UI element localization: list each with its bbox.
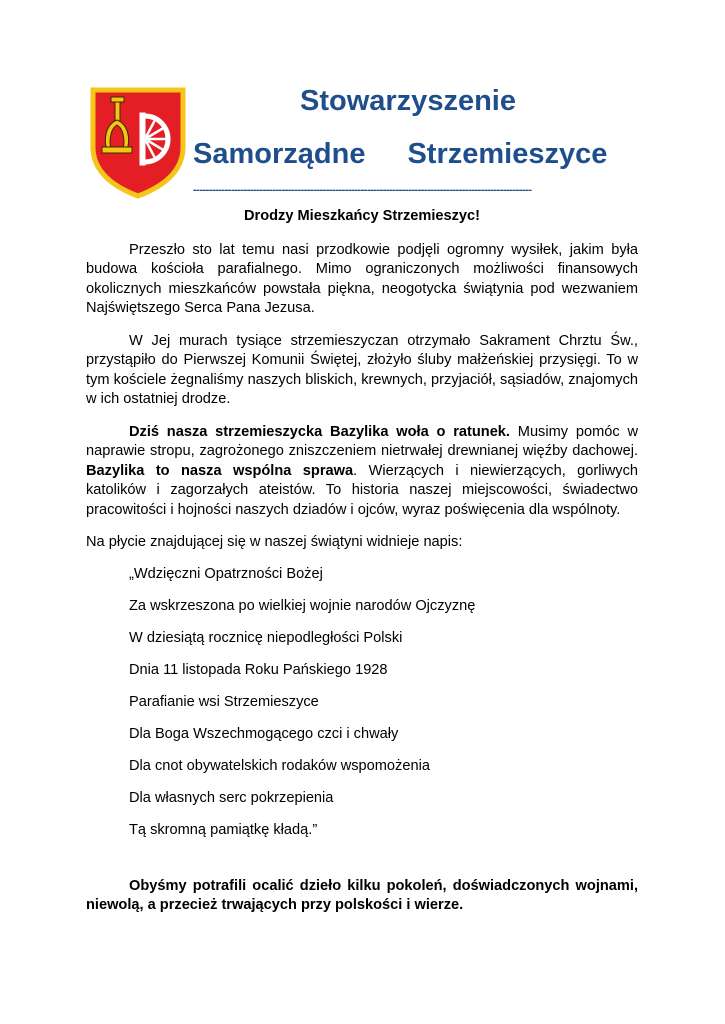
inscription-line: W dziesiątą rocznicę niepodległości Polski <box>129 629 403 646</box>
coat-of-arms <box>90 87 186 199</box>
appeal-bold-common-cause: Bazylika to nasza wspólna sprawa <box>86 462 354 479</box>
paragraph-inscription-intro: Na płycie znajdującej się w naszej świątyni widnieje napis: <box>86 534 463 550</box>
inscription-line: Za wskrzeszona po wielkiej wojnie narodów Ojczyznę <box>129 597 476 614</box>
letter-greeting: Drodzy Mieszkańcy Strzemieszyc! <box>243 208 481 224</box>
appeal-text-2: . Wierzących i niewierzących, gorliwych katolików i zagorzałych ateistów. To historia naszej miejscowości, świadectwo pracowitości i hojności naszych dziadów i ojców, wyraz poświęcenia dla wspólnoty. <box>86 462 639 518</box>
coat-of-arms-icon <box>90 87 186 199</box>
letter-body <box>86 207 638 916</box>
closing-statement: Obyśmy potrafili ocalić dzieło kilku pokoleń, doświadczonych wojnami, niewolą, a przecież trwających przy polskości i wierze. <box>86 877 638 913</box>
inscription-line: Dla Boga Wszechmogącego czci i chwały <box>129 725 399 742</box>
paragraph-appeal <box>86 423 638 521</box>
inscription-line: Dla cnot obywatelskich rodaków wspomożenia <box>129 757 430 774</box>
appeal-text-1: Musimy pomóc w naprawie stropu, zagrożonego zniszczeniem nietrwałej drewnianej więźby dachowej. <box>86 423 638 459</box>
inscription-line: Parafianie wsi Strzemieszyce <box>129 693 319 710</box>
appeal-bold-heading: Dziś nasza strzemieszycka Bazylika woła o ratunek. <box>129 423 510 440</box>
inscription-line: Dnia 11 listopada Roku Pańskiego 1928 <box>129 661 388 678</box>
inscription-line: „Wdzięczni Opatrzności Bożej <box>129 565 323 582</box>
title-word-strzemieszyce: Strzemieszyce <box>407 138 608 170</box>
title-word-samorzadne: Samorządne <box>193 138 366 170</box>
organization-title-line2 <box>193 138 607 171</box>
paragraph-sacraments: W Jej murach tysiące strzemieszyczan otrzymało Sakrament Chrztu Św., przystąpiło do Pierwszej Komunii Świętej, złożyło śluby małżeńskiej przysięgi. To w tym kościele żegnaliśmy naszych bliskich, krewnych, przyjaciół, sąsiadów, znajomych w ich ostatniej drodze. <box>86 332 638 407</box>
paragraph-history: Przeszło sto lat temu nasi przodkowie podjęli ogromny wysiłek, jakim była budowa kościoła parafialnego. Mimo ograniczonych możliwości finansowych okolicznych mieszkańców powstała piękna, neogotycka świątynia pod wezwaniem Najświętszego Serca Pana Jezusa. <box>86 241 638 316</box>
inscription-block <box>86 565 638 853</box>
organization-title-line1: Stowarzyszenie <box>300 85 516 117</box>
inscription-line: Tą skromną pamiątkę kładą.” <box>129 821 318 838</box>
inscription-line: Dla własnych serc pokrzepienia <box>129 789 334 806</box>
header-separator: ----------------------------------------------------------------------------------------------------------- <box>193 184 532 196</box>
